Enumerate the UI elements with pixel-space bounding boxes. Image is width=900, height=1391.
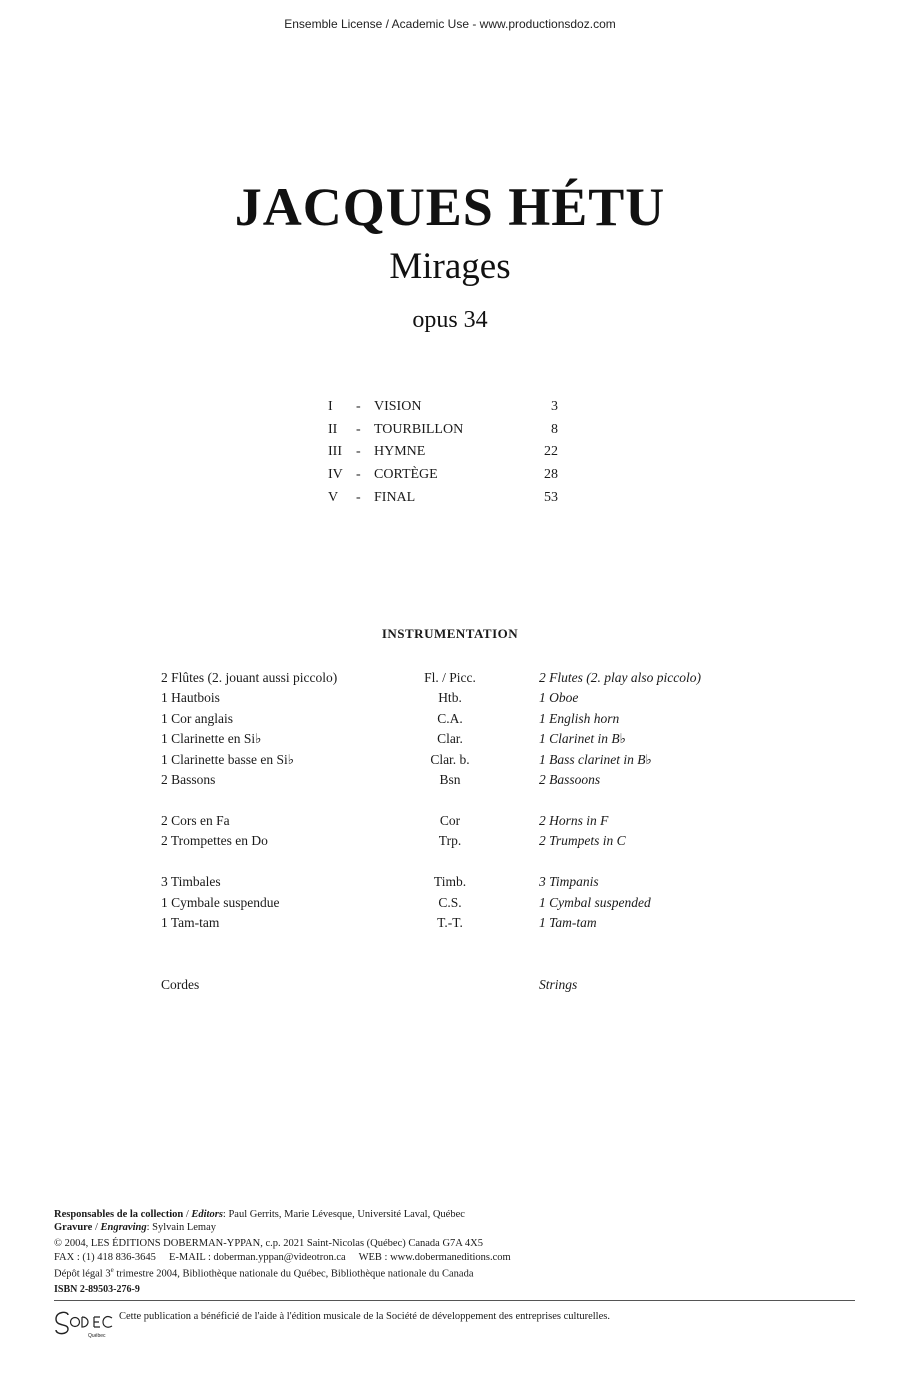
instrument-row [0,915,900,935]
movement-row [0,399,900,419]
movement-number: IV [328,467,343,482]
instrument-abbreviation: C.A. [437,711,463,726]
movement-number: III [328,444,342,459]
instrument-english: 2 Bassoons [539,772,601,787]
engraving-label-en: Engraving [100,1222,147,1233]
sodec-logo-mark-icon [52,1305,116,1339]
instrument-abbreviation: Timb. [433,874,467,889]
movement-page: 3 [551,399,558,414]
movement-row [0,444,900,464]
instrument-row [0,813,900,833]
engraving-label-fr: Gravure [54,1222,93,1233]
instrument-row [0,711,900,731]
instrument-english: 1 Tam-tam [539,915,597,930]
instrument-english: 1 Clarinet in B♭ [539,731,626,746]
instrument-row [0,772,900,792]
legal-deposit-prefix: Dépôt légal 3 [54,1268,111,1280]
editors-value: : Paul Gerrits, Marie Lévesque, Université Laval, Québec [222,1209,465,1220]
instrument-french: Cordes [161,977,200,992]
sodec-logo-subtext: Québec [88,1333,106,1339]
license-header: Ensemble License / Academic Use - www.productionsdoz.com [284,17,616,31]
movement-row [0,467,900,487]
movement-page: 28 [544,467,558,482]
movement-number: II [328,422,338,437]
legal-deposit-rest: trimestre 2004, Bibliothèque nationale du Québec, Bibliothèque nationale du Canada [113,1268,474,1280]
instrument-english: 1 Oboe [539,690,579,705]
instrument-french: 2 Bassons [161,772,216,787]
copyright-line: © 2004, LES ÉDITIONS DOBERMAN-YPPAN, c.p. 2021 Saint-Nicolas (Québec) Canada G7A 4X5 [54,1238,484,1249]
instrument-row [0,833,900,853]
sodec-notice: Cette publication a bénéficié de l'aide à l'édition musicale de la Société de développement des entreprises culturelles. [119,1311,610,1322]
movement-page: 53 [544,490,558,505]
instrument-abbreviation: Clar. [437,731,463,746]
movement-name: VISION [374,399,422,414]
movement-page: 22 [544,444,558,459]
instrument-english: 3 Timpanis [539,874,599,889]
movement-name: TOURBILLON [374,422,464,437]
instrument-abbreviation: Trp. [438,833,462,848]
instrument-english: 1 English horn [539,711,620,726]
instrument-french: 2 Flûtes (2. jouant aussi piccolo) [161,670,338,685]
movement-row [0,422,900,442]
instrument-french: 1 Clarinette basse en Si♭ [161,752,295,767]
instrument-abbreviation: C.S. [438,895,462,910]
instrument-french: 1 Cymbale suspendue [161,895,280,910]
instrument-english: 1 Cymbal suspended [539,895,651,910]
instrument-french: 3 Timbales [161,874,221,889]
movement-dash: - [356,467,361,482]
engraving-line [54,1222,216,1233]
editors-label-en: Editors [191,1209,223,1220]
engraving-value: : Sylvain Lemay [146,1222,216,1233]
instrument-french: 1 Hautbois [161,690,220,705]
instrument-row [0,977,900,997]
opus-number: opus 34 [412,307,488,333]
instrument-row [0,670,900,690]
movement-name: FINAL [374,490,416,505]
movement-name: CORTÈGE [374,467,438,482]
instrument-row [0,690,900,710]
work-title: Mirages [389,246,511,287]
instrument-french: 2 Trompettes en Do [161,833,268,848]
instrument-row [0,895,900,915]
isbn: ISBN 2-89503-276-9 [54,1284,140,1295]
instrument-french: 2 Cors en Fa [161,813,230,828]
instrument-abbreviation: Bsn [439,772,461,787]
instrument-english: 2 Flutes (2. play also piccolo) [539,670,701,685]
movement-page: 8 [551,422,558,437]
instrument-french: 1 Tam-tam [161,915,220,930]
editors-separator: / [183,1209,192,1220]
instrument-english: 2 Horns in F [539,813,609,828]
movement-name: HYMNE [374,444,426,459]
instrument-abbreviation: Clar. b. [430,752,470,767]
legal-deposit-line [54,1266,474,1280]
instrument-row [0,752,900,772]
movement-number: I [328,399,333,414]
instrument-row [0,874,900,894]
instrument-abbreviation: Fl. / Picc. [424,670,476,685]
editors-line [54,1209,465,1220]
editors-label-fr: Responsables de la collection [54,1209,184,1220]
instrument-abbreviation: T.-T. [437,915,463,930]
legal-deposit-sup: e [110,1266,114,1274]
movement-dash: - [356,422,361,437]
sodec-logo [52,1305,116,1339]
footer-divider [54,1300,855,1301]
instrumentation-heading: INSTRUMENTATION [381,626,519,641]
instrument-english: 2 Trumpets in C [539,833,626,848]
contact-line: FAX : (1) 418 836-3645 E-MAIL : doberman.yppan@videotron.ca WEB : www.dobermaneditions.com [54,1252,511,1263]
instrument-english: 1 Bass clarinet in B♭ [539,752,652,767]
instrument-abbreviation: Cor [439,813,461,828]
instrument-abbreviation: Htb. [438,690,462,705]
movement-number: V [328,490,339,505]
composer-name: JACQUES HÉTU [234,177,666,237]
instrument-french: 1 Cor anglais [161,711,233,726]
instrument-french: 1 Clarinette en Si♭ [161,731,262,746]
instrument-english: Strings [539,977,578,992]
movement-dash: - [356,444,361,459]
movement-dash: - [356,399,361,414]
movement-row [0,490,900,510]
instrument-row [0,731,900,751]
engraving-separator: / [92,1222,101,1233]
movement-dash: - [356,490,361,505]
